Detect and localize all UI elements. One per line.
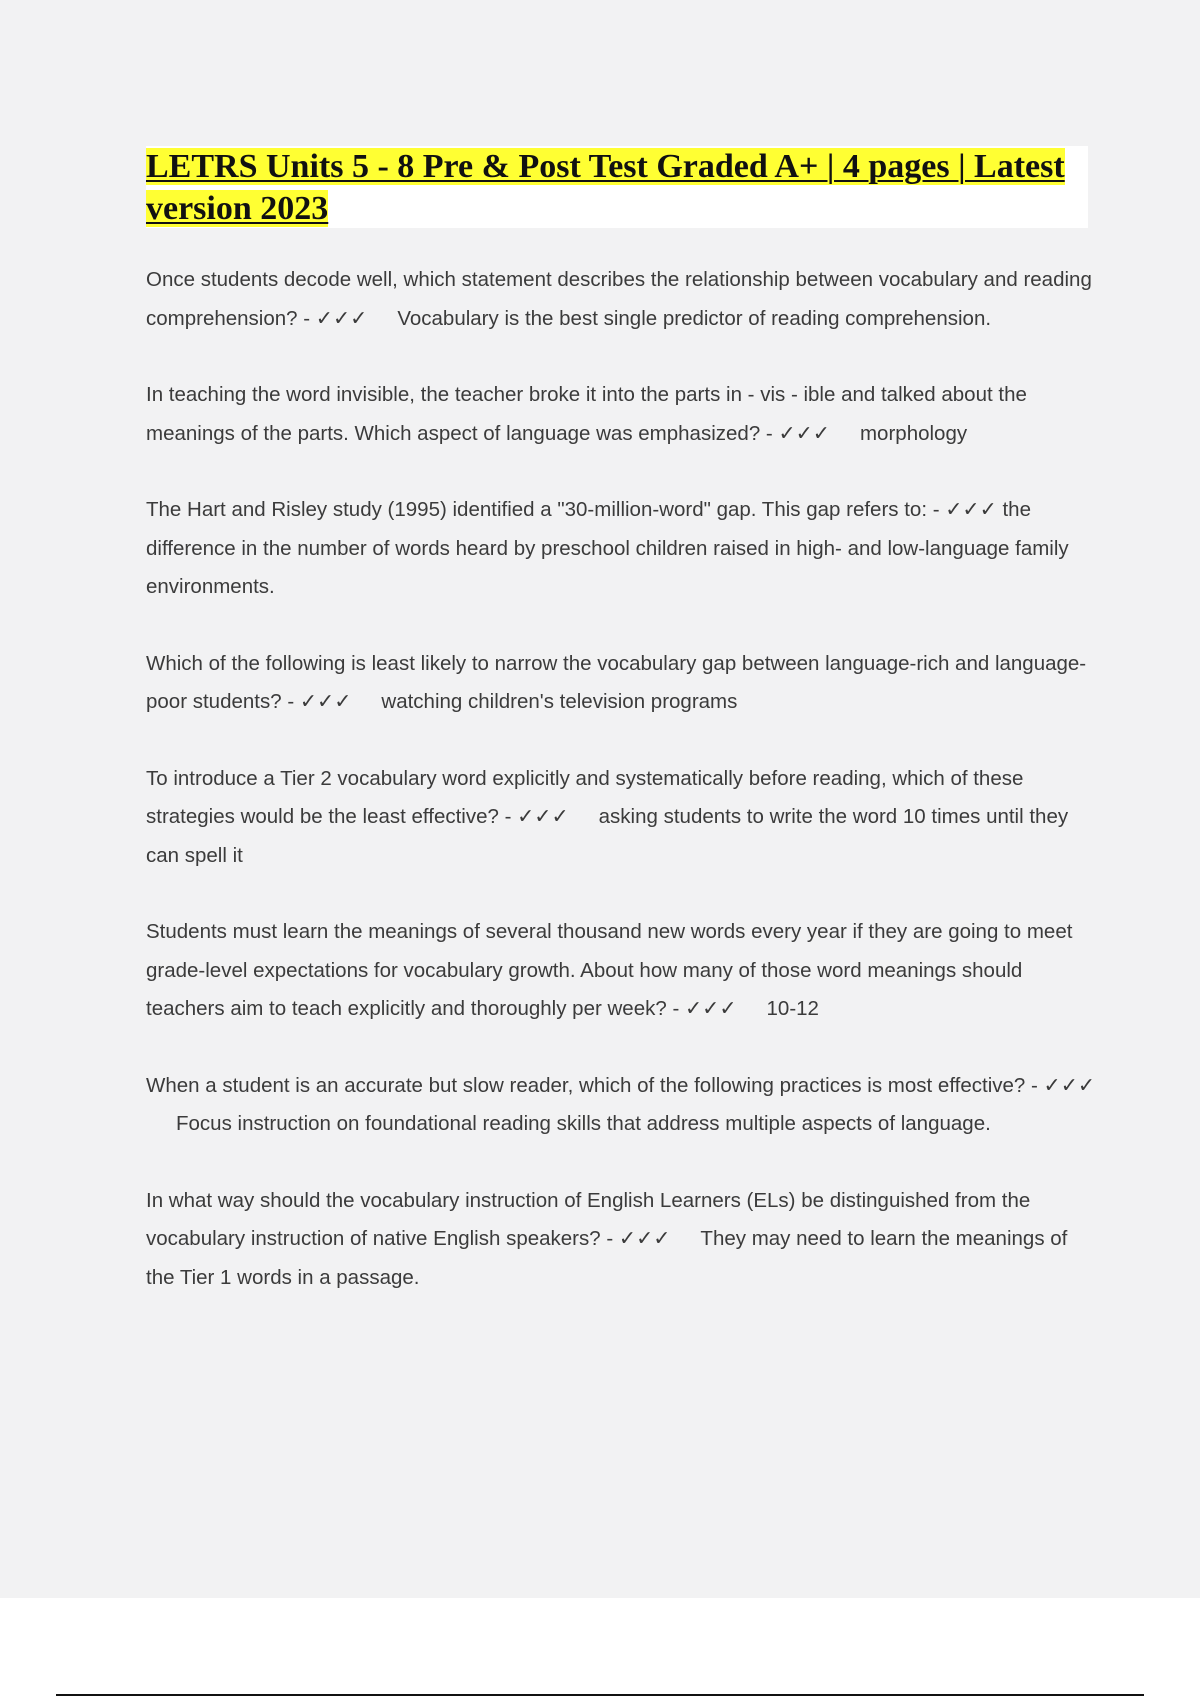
page-footer <box>0 1598 1200 1700</box>
checkmark-icon: ✓✓✓ <box>315 306 368 330</box>
qa-question: The Hart and Risley study (1995) identified a "30-million-word" gap. This gap refers to: - <box>146 498 940 521</box>
footer-divider <box>56 1694 1144 1696</box>
qa-question: Students must learn the meanings of several thousand new words every year if they are going to meet grade-level expectations for vocabulary growth. About how many of those word meanings should teachers aim to teach explicitly and thoroughly per week? - <box>146 920 1073 1020</box>
qa-answer: asking students to write the word 10 times until they can spell it <box>146 805 1069 867</box>
checkmark-icon: ✓✓✓ <box>778 421 830 445</box>
checkmark-icon: ✓✓✓ <box>299 690 352 713</box>
qa-item <box>146 261 1096 338</box>
qa-question: Once students decode well, which statement describes the relationship between vocabulary and reading comprehension? - <box>146 268 1092 330</box>
qa-answer: morphology <box>859 421 968 445</box>
qa-item <box>146 376 1096 453</box>
qa-item <box>146 760 1096 876</box>
document-title-text: LETRS Units 5 - 8 Pre & Post Test Graded A+ | 4 pages | Latest version 2023 <box>146 148 1065 227</box>
qa-item <box>146 1067 1096 1144</box>
qa-list <box>146 261 1096 1335</box>
checkmark-icon: ✓✓✓ <box>684 997 737 1020</box>
qa-answer: Vocabulary is the best single predictor of reading comprehension. <box>397 306 992 330</box>
qa-item <box>146 645 1096 722</box>
checkmark-icon: ✓✓✓ <box>517 805 569 828</box>
qa-answer: 10-12 <box>766 997 819 1020</box>
qa-question: In teaching the word invisible, the teacher broke it into the parts in - vis - ible and talked about the meanings of the parts. Which aspect of language was emphasized? - <box>146 383 1027 445</box>
qa-item <box>146 1182 1096 1298</box>
qa-question: When a student is an accurate but slow reader, which of the following practices is most effective? - <box>146 1073 1038 1097</box>
checkmark-icon: ✓✓✓ <box>618 1227 671 1250</box>
qa-question: To introduce a Tier 2 vocabulary word explicitly and systematically before reading, which of these strategies would be the least effective? - <box>146 766 1024 828</box>
qa-answer: the difference in the number of words heard by preschool children raised in high- and low-language family environments. <box>146 498 1069 598</box>
qa-item <box>146 913 1096 1029</box>
qa-answer: Focus instruction on foundational reading skills that address multiple aspects of language. <box>176 1112 991 1135</box>
document-title <box>146 146 1088 230</box>
qa-question: Which of the following is least likely to narrow the vocabulary gap between language-rich and language-poor students? - <box>146 651 1087 713</box>
qa-answer: watching children's television programs <box>381 690 738 713</box>
qa-item <box>146 491 1096 607</box>
checkmark-icon: ✓✓✓ <box>945 498 997 521</box>
title-block <box>146 146 1088 228</box>
checkmark-icon: ✓✓✓ <box>1043 1073 1096 1097</box>
qa-answer: They may need to learn the meanings of the Tier 1 words in a passage. <box>146 1227 1068 1289</box>
qa-question: In what way should the vocabulary instruction of English Learners (ELs) be distinguished from the vocabulary instruction of native English speakers? - <box>146 1188 1031 1250</box>
